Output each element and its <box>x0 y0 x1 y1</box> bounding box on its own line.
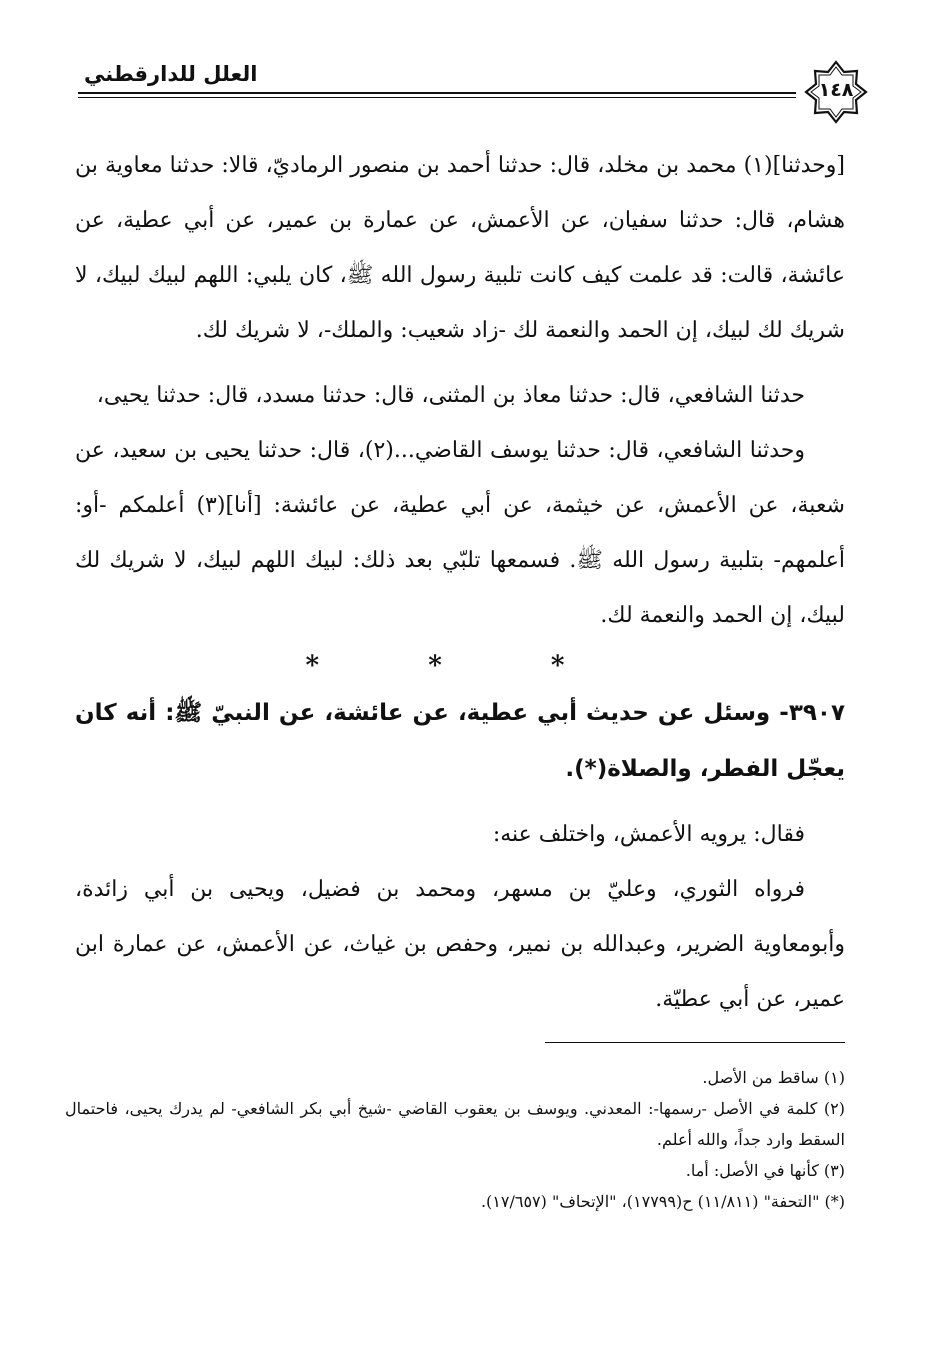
footnote: (٢) كلمة في الأصل -رسمها-: المعدني. ويوسف بن يعقوب القاضي -شيخ أبي بكر الشافعي- لم يدرك يحيى، فاحتمال السقط وارد جداً، والله أعلم. <box>65 1099 845 1149</box>
page-number-badge <box>804 60 868 124</box>
paragraph: [وحدثنا](١) محمد بن مخلد، قال: حدثنا أحمد بن منصور الرماديّ، قالا: حدثنا معاوية بن هشام، قال: حدثنا سفيان، عن الأعمش، عن عمارة بن عمير، عن أبي عطية، عن عائشة، قالت: قد علمت كيف كانت تلبية رسول الله ﷺ، كان يلبي: اللهم لبيك لبيك، لا شريك لك لبيك، إن الحمد والنعمة لك -زاد شعيب: والملك-، لا شريك لك. <box>75 153 845 343</box>
section-separator: * * * <box>305 651 615 681</box>
running-title: العلل للدارقطني <box>78 62 261 86</box>
entry-heading: ٣٩٠٧- وسئل عن حديث أبي عطية، عن عائشة، عن النبيّ ﷺ: أنه كان يعجّل الفطر، والصلاة(*). <box>75 700 845 782</box>
page-header <box>78 60 868 124</box>
main-text <box>75 138 845 1027</box>
paragraph: حدثنا الشافعي، قال: حدثنا معاذ بن المثنى، قال: حدثنا مسدد، قال: حدثنا يحيى، <box>96 383 805 408</box>
footnote: (٣) كأنها في الأصل: أما. <box>685 1161 845 1180</box>
paragraph: فرواه الثوري، وعليّ بن مسهر، ومحمد بن فضيل، ويحيى بن أبي زائدة، وأبومعاوية الضرير، وعبدالله بن نمير، وحفص بن غياث، عن الأعمش، عن عمارة ابن عمير، عن أبي عطيّة. <box>75 877 845 1012</box>
footnote: (*) "التحفة" (١١/٨١١) ح(١٧٧٩٩)، "الإتحاف" (١٧/٦٥٧). <box>480 1192 845 1211</box>
paragraph: وحدثنا الشافعي، قال: حدثنا يوسف القاضي...(٢)، قال: حدثنا يحيى بن سعيد، عن شعبة، عن الأعمش، عن خيثمة، عن أبي عطية، عن عائشة: [أنا](٣) أعلمكم -أو: أعلمهم- بتلبية رسول الله ﷺ. فسمعها تلبّي بعد ذلك: لبيك اللهم لبيك، لا شريك لك لبيك، إن الحمد والنعمة لك. <box>75 438 845 628</box>
footnotes <box>65 1062 845 1217</box>
footnote: (١) ساقط من الأصل. <box>702 1068 845 1087</box>
header-rule-thin <box>78 97 796 98</box>
page-number: ١٤٨ <box>818 79 854 101</box>
footnote-separator <box>545 1042 845 1043</box>
paragraph: فقال: يرويه الأعمش، واختلف عنه: <box>492 822 805 847</box>
header-rule <box>78 92 796 94</box>
